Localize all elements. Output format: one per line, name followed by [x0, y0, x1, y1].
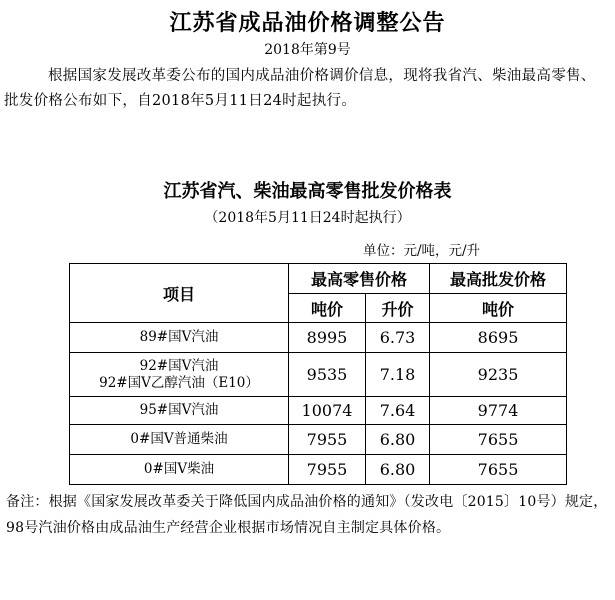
retail-ton-price: 9535	[289, 353, 366, 397]
item-name: 89#国Ⅴ汽油	[70, 323, 289, 353]
header-wholesale-ton: 吨价	[430, 294, 567, 323]
item-name	[70, 353, 289, 397]
item-name-line2: 92#国Ⅴ乙醇汽油（E10）	[99, 374, 259, 391]
retail-liter-price: 7.64	[366, 397, 430, 425]
table-title: 江苏省汽、柴油最高零售批发价格表	[163, 181, 452, 202]
header-retail: 最高零售价格	[289, 264, 430, 294]
unit-label: 单位：元/吨，元/升	[363, 243, 481, 259]
table-header-row	[70, 264, 567, 294]
item-name: 95#国Ⅴ汽油	[70, 397, 289, 425]
issue-number: 2018年第9号	[264, 42, 351, 58]
wholesale-ton-price: 7655	[430, 425, 567, 455]
table-subtitle: （2018年5月11日24时起执行）	[204, 210, 411, 226]
item-name: 0#国Ⅴ柴油	[70, 455, 289, 485]
header-wholesale: 最高批发价格	[430, 264, 567, 294]
retail-ton-price: 7955	[289, 425, 366, 455]
price-table	[69, 263, 567, 485]
wholesale-ton-price: 8695	[430, 323, 567, 353]
table-row	[70, 397, 567, 425]
item-name: 0#国Ⅴ普通柴油	[70, 425, 289, 455]
item-name-line1: 92#国Ⅴ汽油	[139, 357, 219, 374]
retail-ton-price: 10074	[289, 397, 366, 425]
header-retail-ton: 吨价	[289, 294, 366, 323]
table-row	[70, 353, 567, 397]
retail-liter-price: 6.80	[366, 425, 430, 455]
table-row	[70, 323, 567, 353]
header-retail-liter: 升价	[366, 294, 430, 323]
retail-liter-price: 7.18	[366, 353, 430, 397]
wholesale-ton-price: 7655	[430, 455, 567, 485]
table-row	[70, 455, 567, 485]
header-item: 项目	[70, 264, 289, 323]
document-title: 江苏省成品油价格调整公告	[169, 10, 446, 36]
intro-paragraph: 根据国家发展改革委公布的国内成品油价格调价信息，现将我省汽、柴油最高零售、批发价格公布如下，自2018年5月11日24时起执行。	[4, 68, 596, 109]
retail-ton-price: 7955	[289, 455, 366, 485]
footnote: 备注：根据《国家发展改革委关于降低国内成品油价格的通知》（发改电〔2015〕10号）规定，98号汽油价格由成品油生产经营企业根据市场情况自主制定具体价格。	[6, 494, 608, 536]
table-row	[70, 425, 567, 455]
wholesale-ton-price: 9235	[430, 353, 567, 397]
wholesale-ton-price: 9774	[430, 397, 567, 425]
retail-liter-price: 6.73	[366, 323, 430, 353]
retail-liter-price: 6.80	[366, 455, 430, 485]
retail-ton-price: 8995	[289, 323, 366, 353]
